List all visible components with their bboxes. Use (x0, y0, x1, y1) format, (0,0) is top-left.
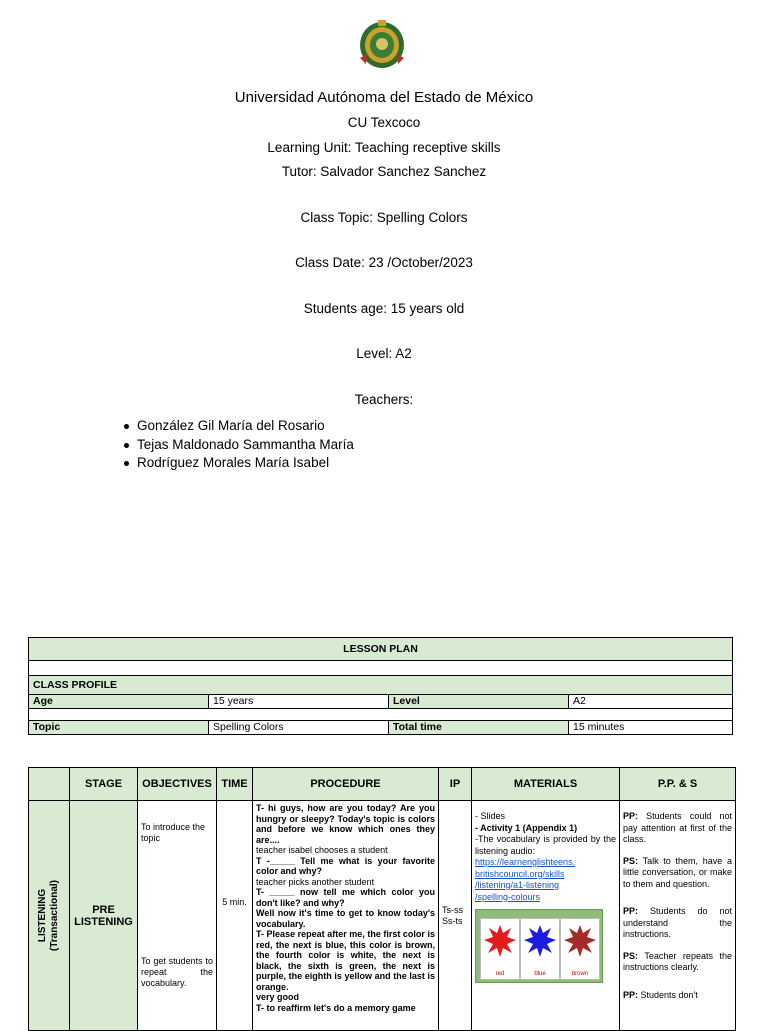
class-date: Class Date: 23 /October/2023 (295, 255, 473, 270)
materials-line: - Slides (475, 811, 506, 821)
university-name: Universidad Autónoma del Estado de México (234, 89, 534, 106)
brown-splash-icon (561, 919, 599, 963)
skill-side-cell (29, 801, 70, 1031)
lesson-plan-title: LESSON PLAN (29, 638, 733, 661)
procedure-line: T- _____ now tell me which color you don't like? and why? (256, 887, 435, 908)
teachers-label: Teachers: (354, 392, 414, 407)
procedure-text (256, 803, 435, 1013)
topic-label: Topic (29, 721, 209, 735)
pps-tag: PS: (623, 855, 639, 866)
pps-entry (623, 856, 732, 891)
skill-side-label: LISTENING (Transactional) (37, 879, 60, 952)
teacher-item: Tejas Maldonado Sammantha María (122, 436, 354, 455)
spacer-row (29, 661, 733, 676)
materials-line: - Activity 1 (Appendix 1) (475, 822, 578, 833)
procedure-table (28, 767, 736, 1031)
level: Level: A2 (356, 346, 412, 361)
pps-tag: PP: (623, 989, 639, 1000)
class-profile-heading: CLASS PROFILE (29, 676, 733, 695)
procedure-line: T -_____ Tell me what is your favorite color and why? (256, 855, 435, 876)
procedure-line: teacher isabel chooses a student (256, 845, 388, 855)
swatch-label: red (495, 971, 505, 977)
procedure-line: Well now it's time to get to know today's vocabulary. (256, 908, 435, 929)
total-time-value: 15 minutes (569, 721, 733, 735)
objective-1: To introduce the topic (141, 822, 206, 843)
pps-entry (623, 906, 732, 941)
pps-tag: PP: (623, 906, 639, 916)
header-time: TIME (217, 768, 253, 801)
pps-body: Students don't (638, 989, 698, 1000)
pps-body: Talk to them, have a little conversation, or make to them and question. (623, 855, 732, 889)
total-time-label: Total time (389, 721, 569, 735)
class-topic: Class Topic: Spelling Colors (300, 210, 468, 225)
header-procedure: PROCEDURE (253, 768, 439, 801)
header-objectives: OBJECTIVES (138, 768, 217, 801)
header-materials: MATERIALS (472, 768, 620, 801)
age-label: Age (29, 695, 209, 709)
procedure-line: T- to reaffirm let's do a memory game (256, 1002, 416, 1013)
objectives-cell (138, 801, 217, 1031)
objective-2: To get students to repeat the vocabulary. (141, 956, 213, 988)
topic-value: Spelling Colors (209, 721, 389, 735)
red-splash-card (480, 918, 520, 980)
pps-entry (623, 951, 732, 974)
listening-audio-link[interactable]: https://learnenglishteens. britishcouncil.org/skills /listening/a1-listening /spelling-colours (475, 857, 576, 902)
header-pps: P.P. & S (620, 768, 736, 801)
pps-text (623, 811, 732, 1001)
students-age: Students age: 15 years old (303, 301, 465, 316)
corner-cell (29, 768, 70, 801)
red-splash-icon (481, 919, 519, 963)
level-value: A2 (569, 695, 733, 709)
color-splash-image (475, 909, 603, 983)
teacher-item: González Gil María del Rosario (122, 417, 354, 436)
pps-entry (623, 811, 732, 846)
pps-body: Students could not pay attention at first of the class. (623, 811, 732, 844)
campus-name: CU Texcoco (347, 115, 421, 130)
stage-cell: PRE LISTENING (70, 801, 138, 1031)
pps-entry (623, 990, 732, 1002)
time-cell: 5 min. (217, 801, 253, 1031)
procedure-cell (253, 801, 439, 1031)
pps-tag: PP: (623, 811, 639, 821)
age-value: 15 years (209, 695, 389, 709)
swatch-label: blue (534, 971, 546, 977)
procedure-line: T- Please repeat after me, the first color is red, the next is blue, this color is brown, the fourth color is white, the next is black, the sixth is green, the next is purple, the eighth is yellow and the last is orange. (256, 929, 435, 992)
brown-splash-card (560, 918, 600, 980)
materials-line: -The vocabulary is provided by the listening audio: (475, 834, 616, 856)
pps-cell (620, 801, 736, 1031)
procedure-line: T- hi guys, how are you today? Are you hungry or sleepy? Today's topic is colors and before we know which ones they are.... (256, 803, 435, 845)
teacher-item: Rodríguez Morales María Isabel (122, 454, 354, 473)
lesson-plan-table (28, 637, 733, 735)
ip-cell: Ts-ss Ss-ts (439, 801, 472, 1031)
spacer-row (29, 709, 733, 721)
materials-cell (472, 801, 620, 1031)
blue-splash-card (520, 918, 560, 980)
university-seal-logo (357, 18, 407, 70)
pps-body: Students do not understand the instructions. (623, 906, 732, 939)
blue-splash-icon (521, 919, 559, 963)
learning-unit: Learning Unit: Teaching receptive skills (267, 140, 501, 155)
header-stage: STAGE (70, 768, 138, 801)
pps-body: Teacher repeats the instructions clearly. (623, 950, 732, 972)
header-ip: IP (439, 768, 472, 801)
level-label: Level (389, 695, 569, 709)
procedure-line: teacher picks another student (256, 876, 375, 887)
swatch-label: brown (571, 971, 589, 977)
teachers-list (122, 417, 354, 473)
pps-tag: PS: (623, 950, 639, 961)
tutor: Tutor: Salvador Sanchez Sanchez (281, 164, 487, 179)
procedure-line: very good (256, 992, 300, 1002)
